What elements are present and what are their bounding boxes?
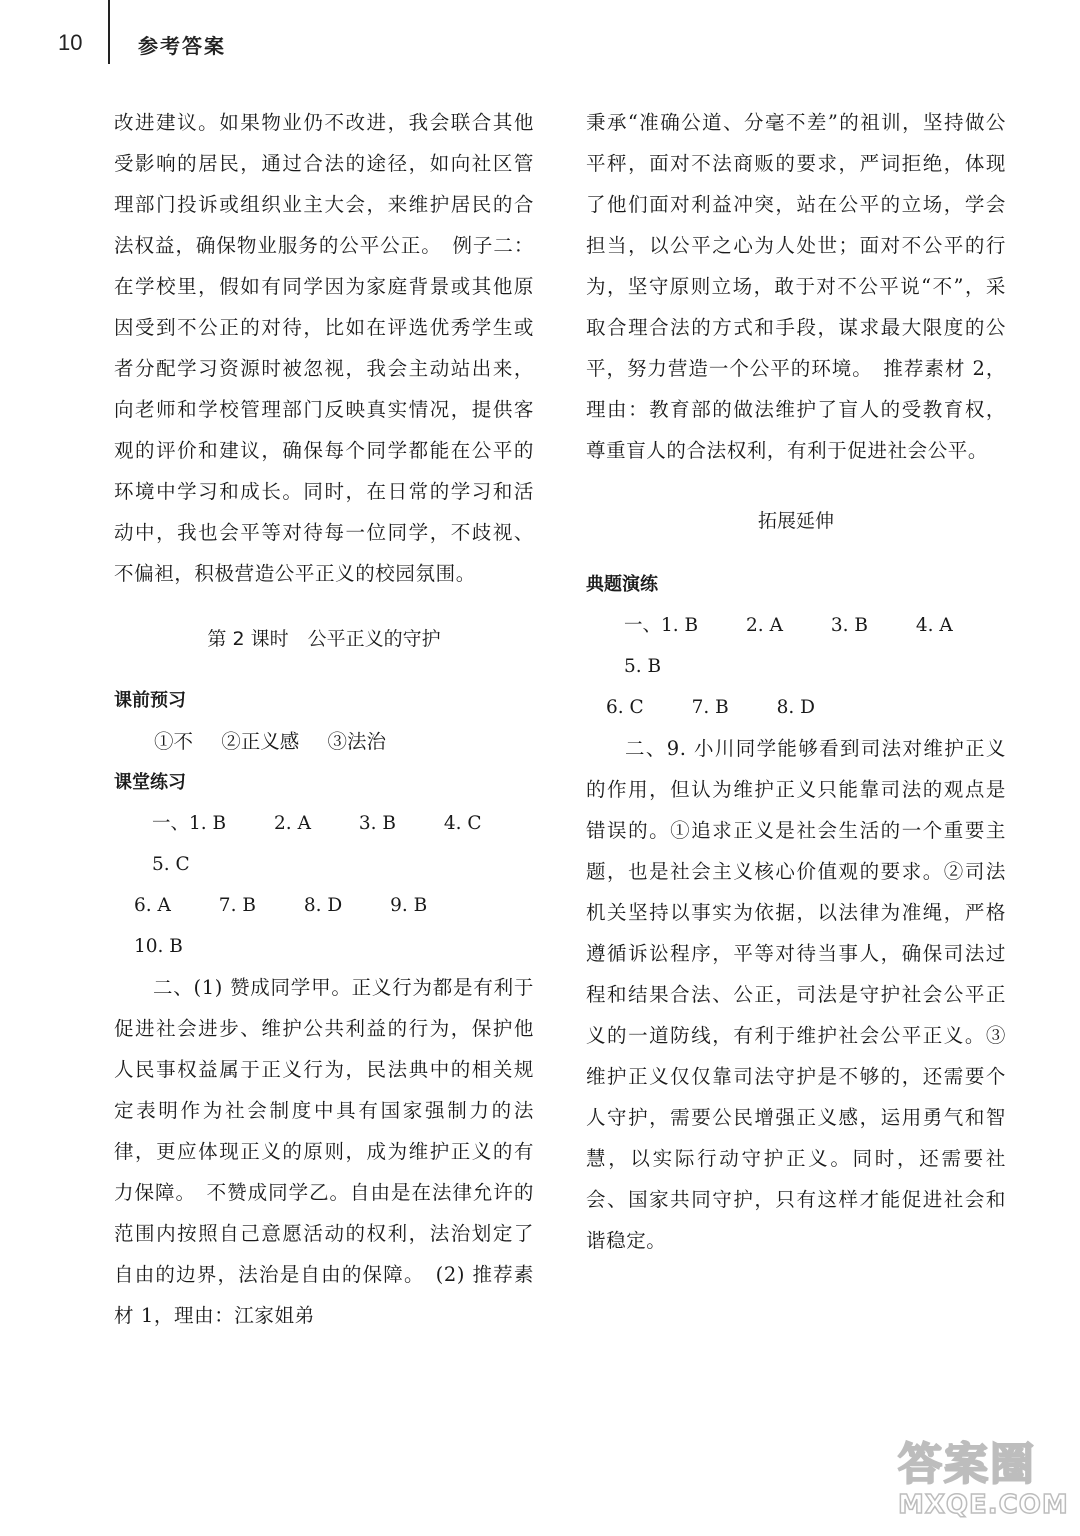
answer-item: 5. B [624, 656, 662, 677]
page-number: 10 [58, 30, 83, 55]
answer-item: 7. B [218, 895, 256, 916]
watermark-logo [898, 1440, 1068, 1530]
answer-item: 一、1. B [152, 813, 227, 834]
typical-heading: 典题演练 [586, 574, 658, 595]
answer-item: 8. D [776, 697, 815, 718]
left-column [114, 102, 534, 1336]
preview-answer: ③法治 [327, 730, 386, 753]
answer-item: 9. B [390, 895, 428, 916]
watermark-big-text: 答案圈 [898, 1439, 1036, 1490]
practice-answers-row2 [114, 885, 534, 967]
watermark-small-text: MXQE.COM [898, 1490, 1069, 1520]
answer-item: 6. C [606, 697, 644, 718]
practice-heading: 课堂练习 [114, 772, 186, 793]
preview-heading: 课前预习 [114, 690, 186, 711]
typical-answers-row1 [586, 605, 1006, 687]
extension-title: 拓展延伸 [757, 510, 834, 532]
intro-paragraph: 改进建议。如果物业仍不改进，我会联合其他受影响的居民，通过合法的途径，如向社区管理部门投诉或组织业主大会，来维护居民的合法权益，确保物业服务的公平公正。 例子二：在学校里，假如有同学因为家庭背景或其他原因受到不公正的对待，比如在评选优秀学生或者分配学习资源时被忽视，我会主动站出来，向老师和学校管理部门反映真实情况，提供客观的评价和建议，确保每个同学都能在公平的环境中学习和成长。同时，在日常的学习和活动中，我也会平等对待每一位同学，不歧视、不偏袒，积极营造公平正义的校园氛围。 [114, 111, 534, 585]
answer-item: 3. B [358, 813, 396, 834]
right-column [586, 102, 1006, 1261]
preview-answer: ①不 [154, 730, 194, 753]
practice-paragraph: 二、(1) 赞成同学甲。正义行为都是有利于促进社会进步、维护公共利益的行为，保护他人民事权益属于正义行为，民法典中的相关规定表明作为社会制度中具有国家强制力的法律，更应体现正义的原则，成为维护正义的有力保障。 不赞成同学乙。自由是在法律允许的范围内按照自己意愿活动的权利，法治划定了自由的边界，法治是自由的保障。 (2) 推荐素材 1，理由：江家姐弟 [114, 976, 534, 1327]
answer-item: 7. B [691, 697, 729, 718]
answer-item: 2. A [274, 813, 311, 834]
header-divider [108, 0, 110, 64]
answer-item: 4. A [915, 615, 953, 636]
header-title: 参考答案 [138, 34, 226, 58]
preview-answer: ②正义感 [221, 730, 300, 753]
continuation-paragraph: 秉承“准确公道、分毫不差”的祖训，坚持做公平秤，面对不法商贩的要求，严词拒绝，体现了他们面对利益冲突，站在公平的立场，学会担当，以公平之心为人处世；面对不公平的行为，坚守原则立场，敢于对不公平说“不”，采取合理合法的方式和手段，谋求最大限度的公平，努力营造一个公平的环境。 推荐素材 2，理由：教育部的做法维护了盲人的受教育权，尊重盲人的合法权利，有利于促进社会公平。 [586, 111, 1006, 462]
answer-item: 10. B [134, 936, 183, 957]
answer-item: 5. C [152, 854, 190, 875]
preview-answers [114, 721, 534, 762]
answer-item: 3. B [830, 615, 868, 636]
answer-item: 6. A [134, 895, 171, 916]
lesson-title: 第 2 课时 公平正义的守护 [207, 628, 441, 650]
answer-item: 4. C [443, 813, 482, 834]
typical-answers-row2 [586, 687, 1006, 728]
answer-item: 2. A [746, 615, 783, 636]
typical-paragraph: 二、9. 小川同学能够看到司法对维护正义的作用，但认为维护正义只能靠司法的观点是错误的。①追求正义是社会生活的一个重要主题，也是社会主义核心价值观的要求。②司法机关坚持以事实为依据，以法律为准绳，严格遵循诉讼程序，平等对待当事人，确保司法过程和结果合法、公正，司法是守护社会公平正义的一道防线，有利于维护社会公平正义。③维护正义仅仅靠司法守护是不够的，还需要个人守护，需要公民增强正义感，运用勇气和智慧，以实际行动守护正义。同时，还需要社会、国家共同守护，只有这样才能促进社会和谐稳定。 [586, 737, 1006, 1252]
answer-item: 8. D [303, 895, 343, 916]
answer-item: 一、1. B [624, 615, 699, 636]
practice-answers-row1 [114, 803, 534, 885]
